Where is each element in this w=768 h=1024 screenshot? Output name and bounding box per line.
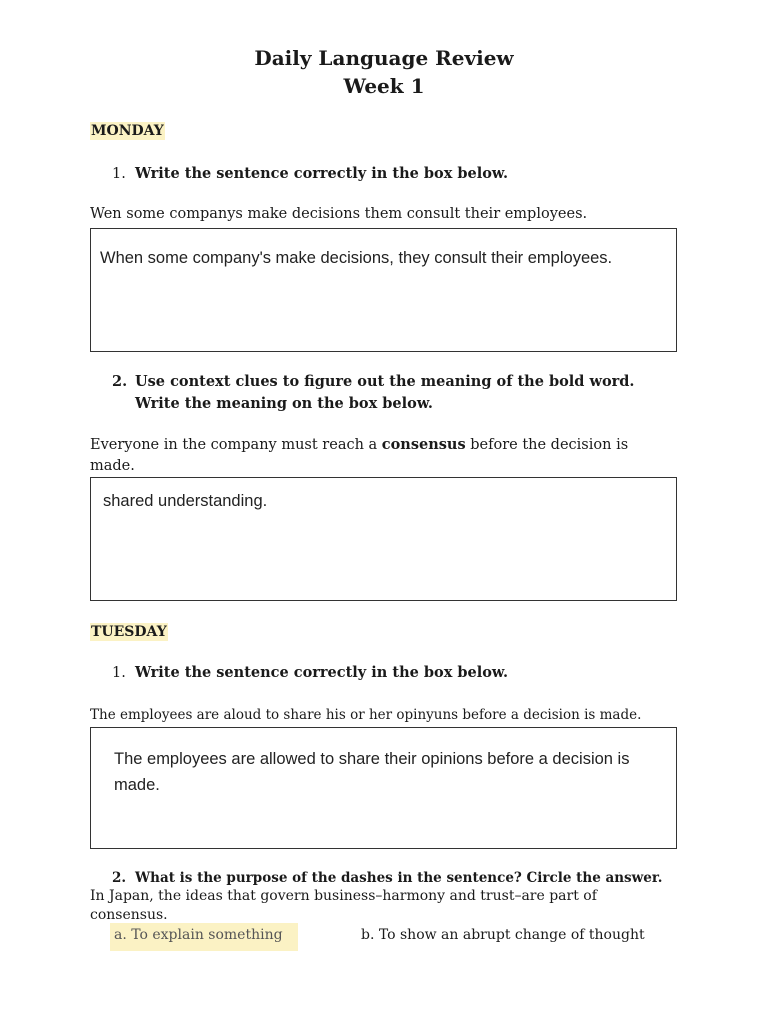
- sentence-part: before the decision is made.: [90, 437, 629, 474]
- monday-question-2: [112, 371, 634, 414]
- day-label-tuesday: TUESDAY: [91, 624, 167, 640]
- question-number: 1.: [112, 166, 126, 182]
- monday-q1-answer-text: When some company's make decisions, they consult their employees.: [100, 249, 613, 267]
- monday-q2-answer-text: shared understanding.: [103, 492, 268, 510]
- choice-a-highlighted[interactable]: [110, 923, 298, 951]
- choice-b[interactable]: b. To show an abrupt change of thought: [361, 927, 645, 943]
- page-subtitle: Week 1: [343, 74, 425, 98]
- monday-q2-sentence: [90, 434, 670, 477]
- bold-word: consensus: [381, 436, 466, 453]
- sentence-part: Everyone in the company must reach a: [90, 437, 382, 453]
- question-number: 2.: [112, 373, 128, 390]
- monday-q1-sentence: Wen some companys make decisions them consult their employees.: [90, 206, 588, 222]
- tuesday-q1-answer-box[interactable]: [90, 727, 677, 849]
- monday-q2-answer-box[interactable]: [90, 477, 677, 601]
- choice-a-label: a. To explain something: [114, 927, 283, 943]
- question-prompt: Write the sentence correctly in the box below.: [135, 664, 509, 681]
- monday-q1-answer-box[interactable]: [90, 228, 677, 352]
- question-prompt: Write the sentence correctly in the box below.: [135, 165, 509, 182]
- question-number: 2.: [112, 870, 127, 886]
- question-number: 1.: [112, 665, 126, 681]
- page-title: Daily Language Review: [254, 46, 514, 70]
- day-label-monday: MONDAY: [91, 123, 164, 139]
- tuesday-question-1: [112, 662, 508, 684]
- question-prompt-line-2: Write the meaning on the box below.: [135, 395, 433, 412]
- tuesday-q2-sentence: In Japan, the ideas that govern business–harmony and trust–are part of consensus.: [90, 888, 597, 923]
- monday-question-1: [112, 163, 508, 185]
- tuesday-q1-sentence: The employees are aloud to share his or her opinyuns before a decision is made.: [90, 707, 642, 723]
- question-prompt: What is the purpose of the dashes in the sentence? Circle the answer.: [135, 870, 663, 886]
- question-prompt-line-1: Use context clues to figure out the meaning of the bold word.: [135, 373, 635, 390]
- tuesday-q1-answer-text: The employees are allowed to share their opinions before a decision is made.: [114, 750, 630, 794]
- tuesday-question-2: [112, 868, 662, 888]
